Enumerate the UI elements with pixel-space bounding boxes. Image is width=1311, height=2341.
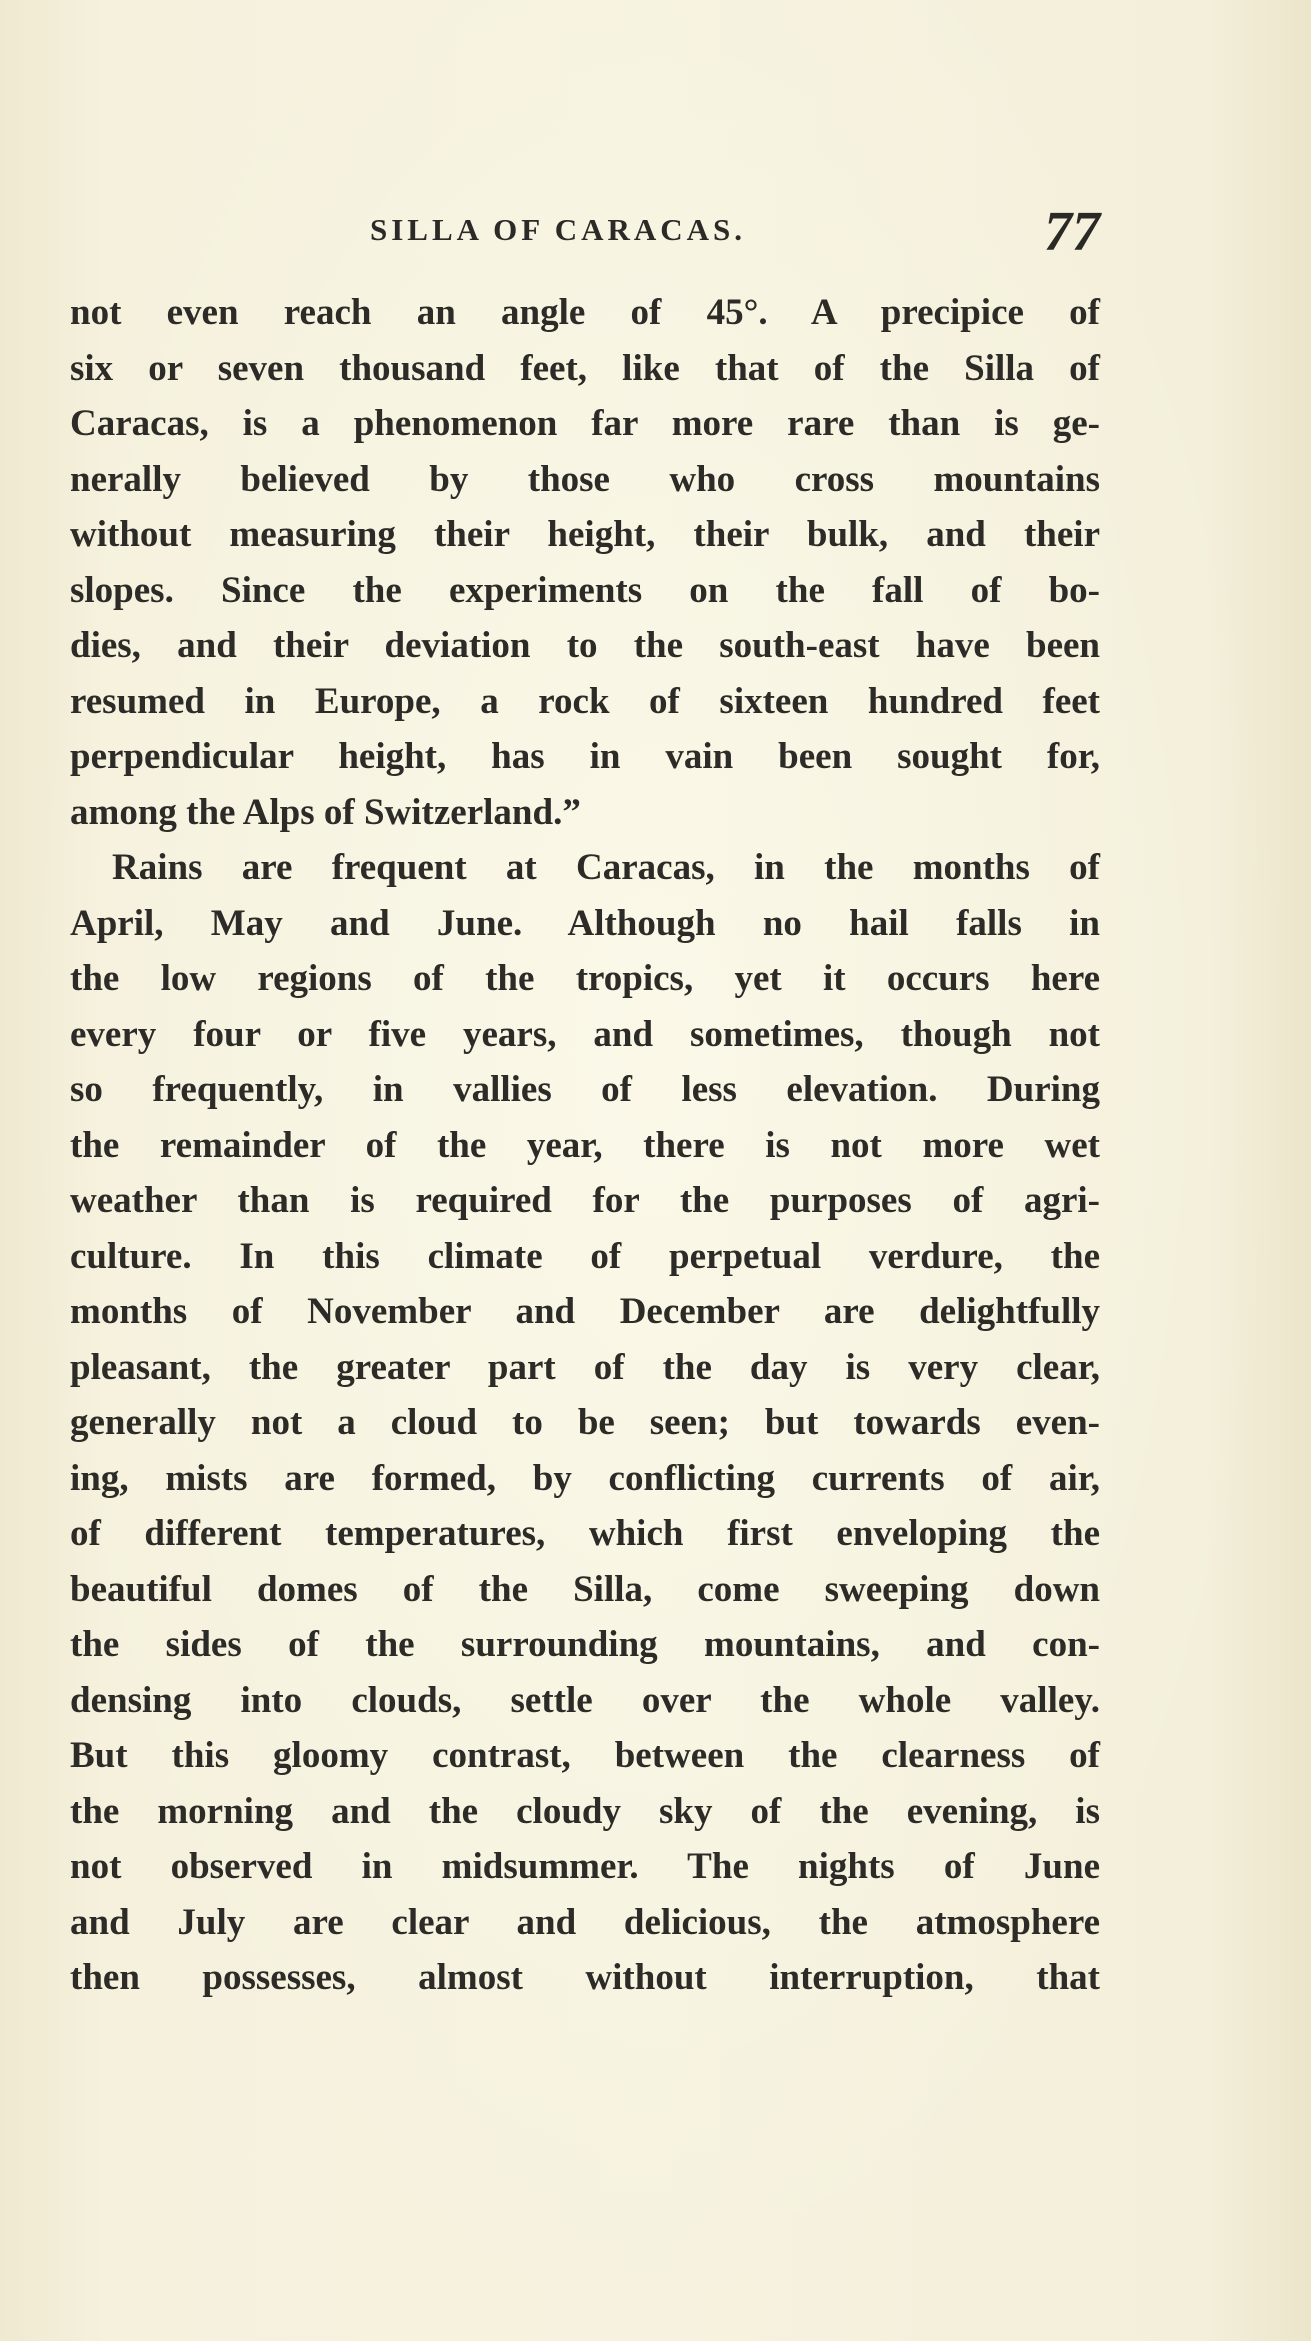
text-line: months of November and December are delightfully <box>70 1291 1100 1332</box>
text-line: dies, and their deviation to the south-east have been <box>70 625 1100 666</box>
text-line: Caracas, is a phenomenon far more rare than is ge- <box>70 403 1100 444</box>
text-line: ing, mists are formed, by conflicting currents of air, <box>70 1457 1100 1499</box>
text-line: then possesses, almost without interruption, that <box>70 1957 1100 1998</box>
text-line: the low regions of the tropics, yet it occurs here <box>70 958 1100 999</box>
text-line: so frequently, in vallies of less elevation. During <box>70 1069 1100 1110</box>
text-line: perpendicular height, has in vain been sought for, <box>70 736 1100 777</box>
text-line: six or seven thousand feet, like that of the Silla of <box>70 347 1100 389</box>
text-line: and July are clear and delicious, the atmosphere <box>70 1901 1100 1943</box>
text-line: without measuring their height, their bulk, and their <box>70 514 1100 555</box>
text-line: Rains are frequent at Caracas, in the months of <box>112 847 1100 888</box>
text-line: every four or five years, and sometimes, though not <box>70 1013 1100 1055</box>
text-line: generally not a cloud to be seen; but towards even- <box>70 1402 1100 1443</box>
text-line: slopes. Since the experiments on the fall of bo- <box>70 569 1100 611</box>
text-line: not observed in midsummer. The nights of June <box>70 1846 1100 1887</box>
text-line: the remainder of the year, there is not more wet <box>70 1124 1100 1166</box>
running-head: SILLA OF CARACAS. <box>370 212 747 247</box>
page-header <box>70 201 1100 282</box>
text-line: the sides of the surrounding mountains, and con- <box>70 1624 1100 1665</box>
text-line: not even reach an angle of 45°. A precipice of <box>70 292 1100 333</box>
body-text <box>70 285 1100 2006</box>
text-line: resumed in Europe, a rock of sixteen hundred feet <box>70 680 1100 722</box>
text-line: nerally believed by those who cross mountains <box>70 458 1100 500</box>
text-line: the morning and the cloudy sky of the evening, is <box>70 1790 1100 1832</box>
text-line: pleasant, the greater part of the day is very clear, <box>70 1346 1100 1388</box>
text-line: culture. In this climate of perpetual verdure, the <box>70 1235 1100 1277</box>
page-number: 77 <box>1044 201 1100 263</box>
text-line: weather than is required for the purposes of agri- <box>70 1180 1100 1221</box>
text-line: But this gloomy contrast, between the clearness of <box>70 1735 1100 1776</box>
text-line: among the Alps of Switzerland.” <box>70 791 581 833</box>
text-line: beautiful domes of the Silla, come sweeping down <box>70 1568 1100 1610</box>
text-line: of different temperatures, which first enveloping the <box>70 1513 1100 1554</box>
text-line: April, May and June. Although no hail falls in <box>70 902 1100 944</box>
text-line: densing into clouds, settle over the whole valley. <box>70 1679 1100 1721</box>
